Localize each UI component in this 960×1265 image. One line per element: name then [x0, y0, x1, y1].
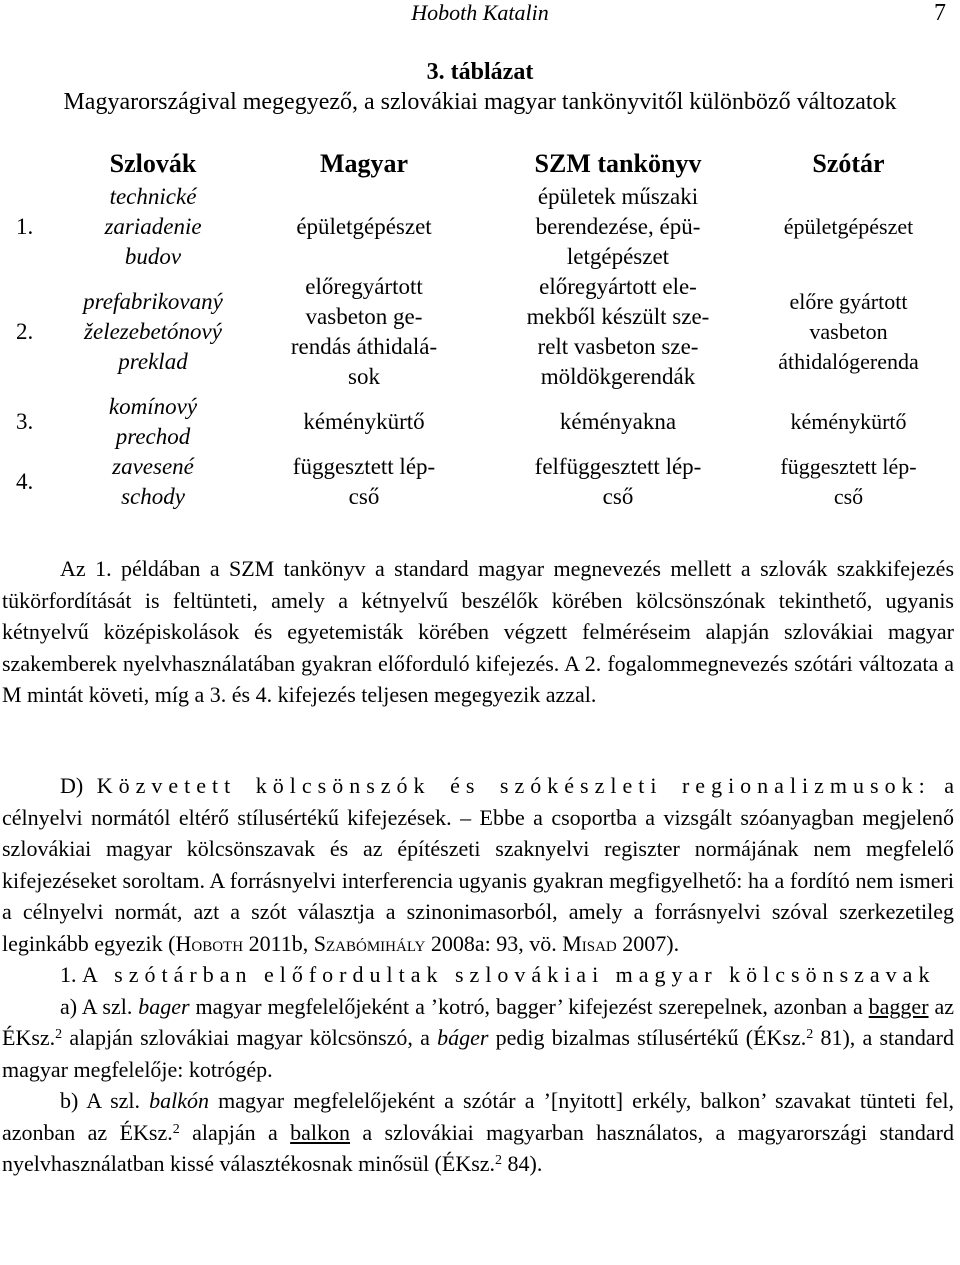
variants-table: [10, 146, 945, 512]
row-number-cell: 2.: [16, 319, 34, 344]
szm-term-cell: [484, 392, 752, 452]
subsection-1: [2, 959, 954, 991]
cell-line: áthidalógerenda: [778, 349, 919, 374]
table-row: [10, 452, 945, 512]
section-d-heading: Közvetett kölcsönszók és szókészleti regionalizmusok:: [96, 773, 931, 798]
table-number: 3. táblázat: [426, 59, 534, 85]
magyar-term-cell: [244, 272, 484, 392]
cell-line: technické: [109, 184, 197, 209]
item-a-text-6: 81), a standard magyar megfelelője: kotrógép.: [2, 1025, 954, 1082]
cell-line: prefabrikovaný: [83, 289, 223, 314]
cell-line: zavesené: [112, 454, 194, 479]
cell-line: épületgépészet: [783, 214, 914, 239]
szotar-term-cell: [752, 182, 945, 272]
cell-line: vasbeton ge-: [305, 304, 423, 329]
item-b: [2, 1085, 954, 1180]
item-b-text-3: alapján a: [179, 1119, 291, 1145]
cell-line: möldökgerendák: [540, 364, 696, 389]
item-b-text-5: 84).: [502, 1151, 543, 1176]
item-a-text-1: a) A szl.: [60, 993, 139, 1019]
cell-line: sok: [348, 364, 380, 389]
cell-line: függesztett lép-: [780, 454, 917, 479]
szm-term-cell: [484, 182, 752, 272]
word-bager: bager: [138, 993, 190, 1019]
word-bagger: bagger: [868, 993, 929, 1019]
cell-line: cső: [602, 484, 634, 509]
section-d: [2, 770, 954, 1180]
word-balkon: balkon: [290, 1119, 351, 1145]
ref-hoboth: Hoboth: [175, 930, 244, 956]
column-header-szm: SZM tankönyv: [534, 149, 702, 178]
slovak-term-cell: [62, 182, 244, 272]
item-a-text-4: alapján szlovákiai magyar kölcsönszó, a: [62, 1025, 438, 1050]
item-a-text-3: az ÉKsz.: [2, 993, 954, 1050]
szotar-term-cell: [752, 272, 945, 392]
row-number-cell: 1.: [16, 214, 34, 239]
szm-term-cell: [484, 452, 752, 512]
running-header-author: Hoboth Katalin: [411, 0, 549, 25]
table-header-row: [10, 146, 945, 182]
subsection-1-prefix: 1.: [60, 962, 77, 987]
slovak-term-cell: [62, 272, 244, 392]
column-header-number: [10, 146, 62, 182]
column-header-slovak: Szlovák: [109, 149, 197, 178]
cell-line: relt vasbeton sze-: [537, 334, 699, 359]
section-d-body-4: 2007).: [616, 930, 680, 956]
superscript-2: 2: [806, 1027, 814, 1042]
item-a-text-2: magyar megfelelőjeként a ’kotró, bagger’ kifejezést szerepelnek, azonban a: [189, 993, 869, 1019]
cell-line: berendezése, épü-: [535, 214, 701, 239]
superscript-1: 2: [55, 1027, 63, 1042]
section-d-body-3: 2008a: 93, vö.: [425, 930, 563, 956]
page-number: 7: [934, 0, 946, 26]
szm-term-cell: [484, 272, 752, 392]
magyar-term-cell: [244, 182, 484, 272]
cell-line: prechod: [115, 424, 191, 449]
table-caption: Magyarországival megegyező, a szlovákiai magyar tankönyvitől különböző változatok: [63, 89, 897, 115]
superscript-3: 2: [172, 1121, 180, 1137]
cell-line: kéménykürtő: [790, 409, 907, 434]
paragraph-1-text: Az 1. példában a SZM tankönyv a standard magyar megnevezés mellett a szlovák szakkifejezés tükörfordítását is feltünteti, amely a kétnyelvű beszélők körében kölcsönszónak tekinthető, ugyanis kétnyelvű középiskolások és egyetemisták körében végzett felméréseim alapján szlovákiai magyar szakemberek nyelvhasználatában gyakran előforduló kifejezés. A 2. fogalommegnevezés szótári változata a M mintát követi, míg a 3. és 4. kifejezés teljesen megegyezik azzal.: [2, 556, 954, 707]
slovak-term-cell: [62, 452, 244, 512]
cell-line: budov: [124, 244, 182, 269]
cell-line: felfüggesztett lép-: [534, 454, 702, 479]
ref-szabomihaly: Szabómihály: [313, 930, 426, 956]
cell-line: rendás áthidalá-: [290, 334, 438, 359]
table-row: [10, 392, 945, 452]
cell-line: épületgépészet: [296, 214, 432, 239]
cell-line: kéményakna: [559, 409, 677, 434]
cell-line: cső: [833, 484, 864, 509]
cell-line: železebetónový: [84, 319, 222, 344]
cell-line: kéménykürtő: [303, 409, 425, 434]
column-header-magyar: Magyar: [319, 149, 409, 178]
magyar-term-cell: [244, 392, 484, 452]
cell-line: cső: [348, 484, 380, 509]
word-bager-accent: báger: [437, 1025, 489, 1050]
paragraph-1: [2, 553, 954, 711]
cell-line: schody: [121, 484, 185, 509]
table-row: [10, 182, 945, 272]
table-row: [10, 272, 945, 392]
cell-line: előre gyártott: [789, 289, 908, 314]
item-b-text-2: magyar megfelelőjeként a szótár a ’[nyitott] erkély, balkon’ szavakat tünteti fel, azonban az ÉKsz.: [2, 1088, 954, 1145]
word-balkon-slovak: balkón: [149, 1088, 210, 1113]
cell-line: vasbeton: [809, 319, 888, 344]
item-a: [2, 991, 954, 1086]
cell-line: letgépészet: [566, 244, 670, 269]
item-a-text-5: pedig bizalmas stílusértékű (ÉKsz.: [488, 1025, 807, 1050]
cell-line: komínový: [108, 394, 198, 419]
cell-line: zariadenie: [104, 214, 202, 239]
magyar-term-cell: [244, 452, 484, 512]
section-d-prefix: D): [60, 773, 84, 798]
section-d-text: [2, 770, 954, 959]
section-d-body-2: 2011b,: [243, 930, 314, 956]
ref-misad: Misad: [562, 930, 617, 956]
szotar-term-cell: [752, 452, 945, 512]
cell-line: előregyártott: [305, 274, 423, 299]
column-header-szotar: Szótár: [812, 149, 885, 178]
cell-line: preklad: [118, 349, 188, 374]
szotar-term-cell: [752, 392, 945, 452]
section-d-body-1: a célnyelvi normától eltérő stílusértékű kifejezések. – Ebbe a csoportba a vizsgált szóanyagban megjelenő szlovákiai magyar kölcsönszavak és az építészeti szaknyelvi regiszter normájának nem megfelelő kifejezéseket soroltam. A forrásnyelvi interferencia ugyanis gyakran megfigyelhető: ha a fordító nem ismeri a célnyelvi normát, azt a szót választja a szinonimasorból, amely a forrásnyelvi szóval szerkezetileg leginkább egyezik (: [2, 773, 955, 956]
cell-line: mekből készült sze-: [526, 304, 710, 329]
cell-line: épületek műszaki: [537, 184, 699, 209]
row-number-cell: 4.: [16, 469, 34, 494]
item-b-text-1: b) A szl.: [60, 1088, 150, 1113]
superscript-4: 2: [495, 1153, 503, 1168]
row-number-cell: 3.: [16, 409, 34, 434]
subsection-1-heading: A szótárban előfordultak szlovákiai magyar kölcsönszavak: [82, 962, 936, 987]
cell-line: előregyártott ele-: [539, 274, 697, 299]
cell-line: függesztett lép-: [292, 454, 436, 479]
item-b-text-4: a szlovákiai magyarban használatos, a magyarországi standard nyelvhasználatban kissé választékosnak minősül (ÉKsz.: [2, 1119, 954, 1176]
slovak-term-cell: [62, 392, 244, 452]
